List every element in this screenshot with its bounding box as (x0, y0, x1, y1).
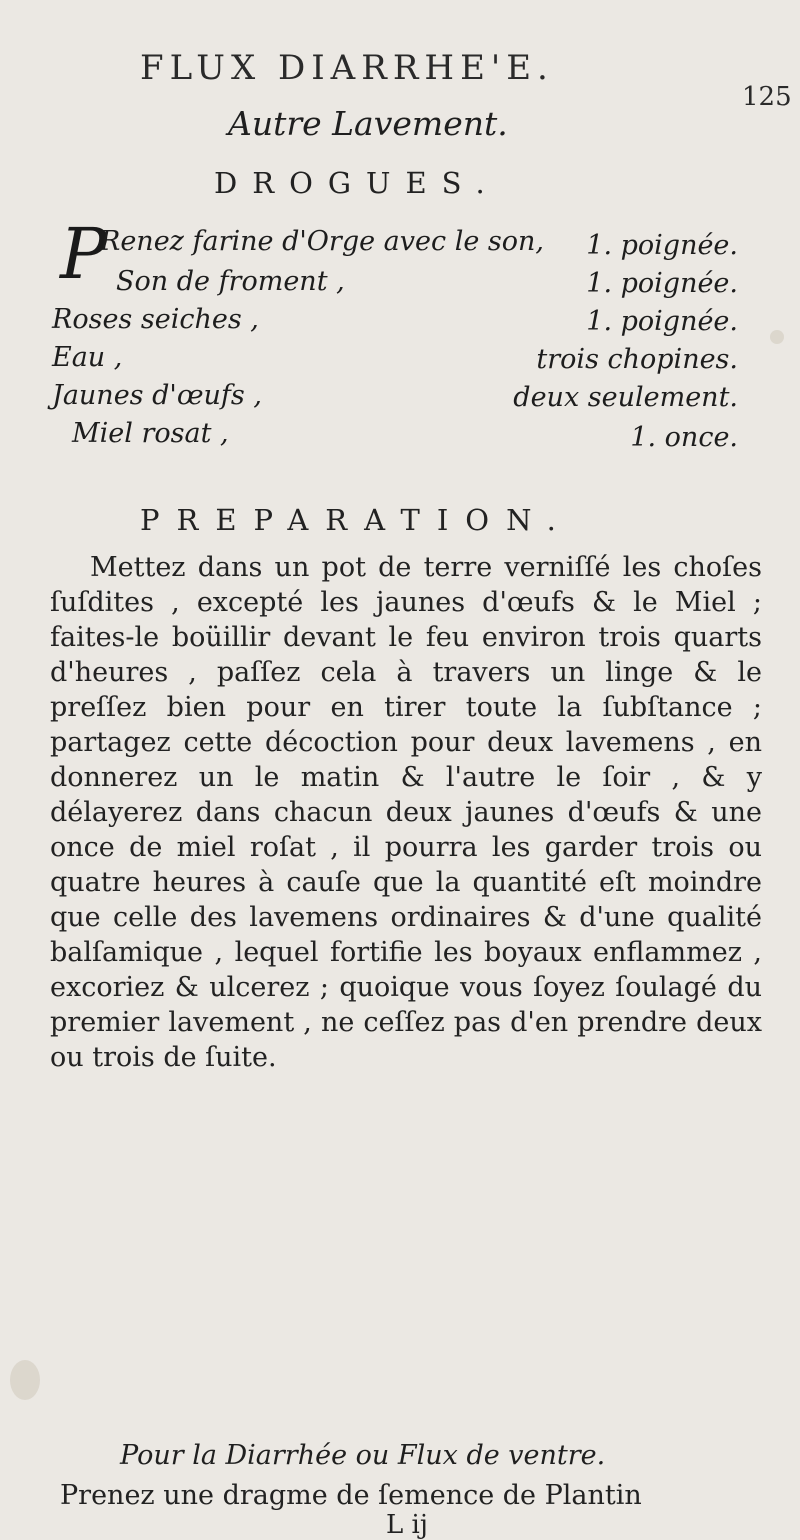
ingredient-name: Jaunes d'œufs , (52, 380, 262, 411)
ingredient-name: Eau , (52, 342, 123, 373)
preparation-paragraph: Mettez dans un pot de terre verniſſé les choſes ſuſdites , excepté les jaunes d'œufs & le Miel ; faites-le boüillir devant le feu environ trois quarts d'heures , paſſez cela à travers un linge & le preſſez bien pour en tirer toute la ſubſtance ; partagez cette décoction pour deux lavemens , en donnerez un le matin & l'autre le ſoir , & y délayerez dans chacun deux jaunes d'œufs & une once de miel roſat , il pourra les garder trois ou quatre heures à cauſe que la quantité eſt moindre que celle des lavemens ordinaires & d'une qualité balſamique , lequel fortifie les boyaux enflammez , excoriez & ulcerez ; quoique vous ſoyez ſoulagé du premier lavement , ne ceſſez pas d'en prendre deux ou trois de ſuite. (50, 552, 762, 1073)
running-head: FLUX DIARRHE'E. (140, 48, 554, 88)
ingredient-qty: deux seulement. (513, 382, 738, 413)
ingredient-qty: 1. poignée. (586, 268, 738, 299)
ingredient-qty: 1. poignée. (586, 306, 738, 337)
paper-stain (10, 1360, 40, 1400)
ingredient-name: Roses seiches , (52, 304, 259, 335)
recipe-opening-line: Prenez une dragme de ſemence de Plantin (60, 1480, 642, 1511)
drop-cap: P (60, 213, 108, 295)
ingredient-name: Son de froment , (116, 266, 345, 297)
ingredient-name: Miel rosat , (72, 418, 229, 449)
ingredient-qty: 1. once. (630, 422, 738, 453)
section-heading-drogues: DROGUES. (214, 166, 500, 200)
section-heading-preparation: PREPARATION. (140, 503, 573, 537)
ingredient-qty: trois chopines. (536, 344, 738, 375)
recipe-title: Autre Lavement. (228, 104, 508, 143)
ink-spot (770, 330, 784, 344)
ingredient-qty: 1. poignée. (586, 230, 738, 261)
ingredient-name: Renez farine d'Orge avec le son, (100, 226, 544, 257)
page-number: 125 (742, 82, 792, 112)
signature-mark: L ij (386, 1510, 428, 1540)
recipe-subtitle: Pour la Diarrhée ou Flux de ventre. (120, 1440, 606, 1471)
